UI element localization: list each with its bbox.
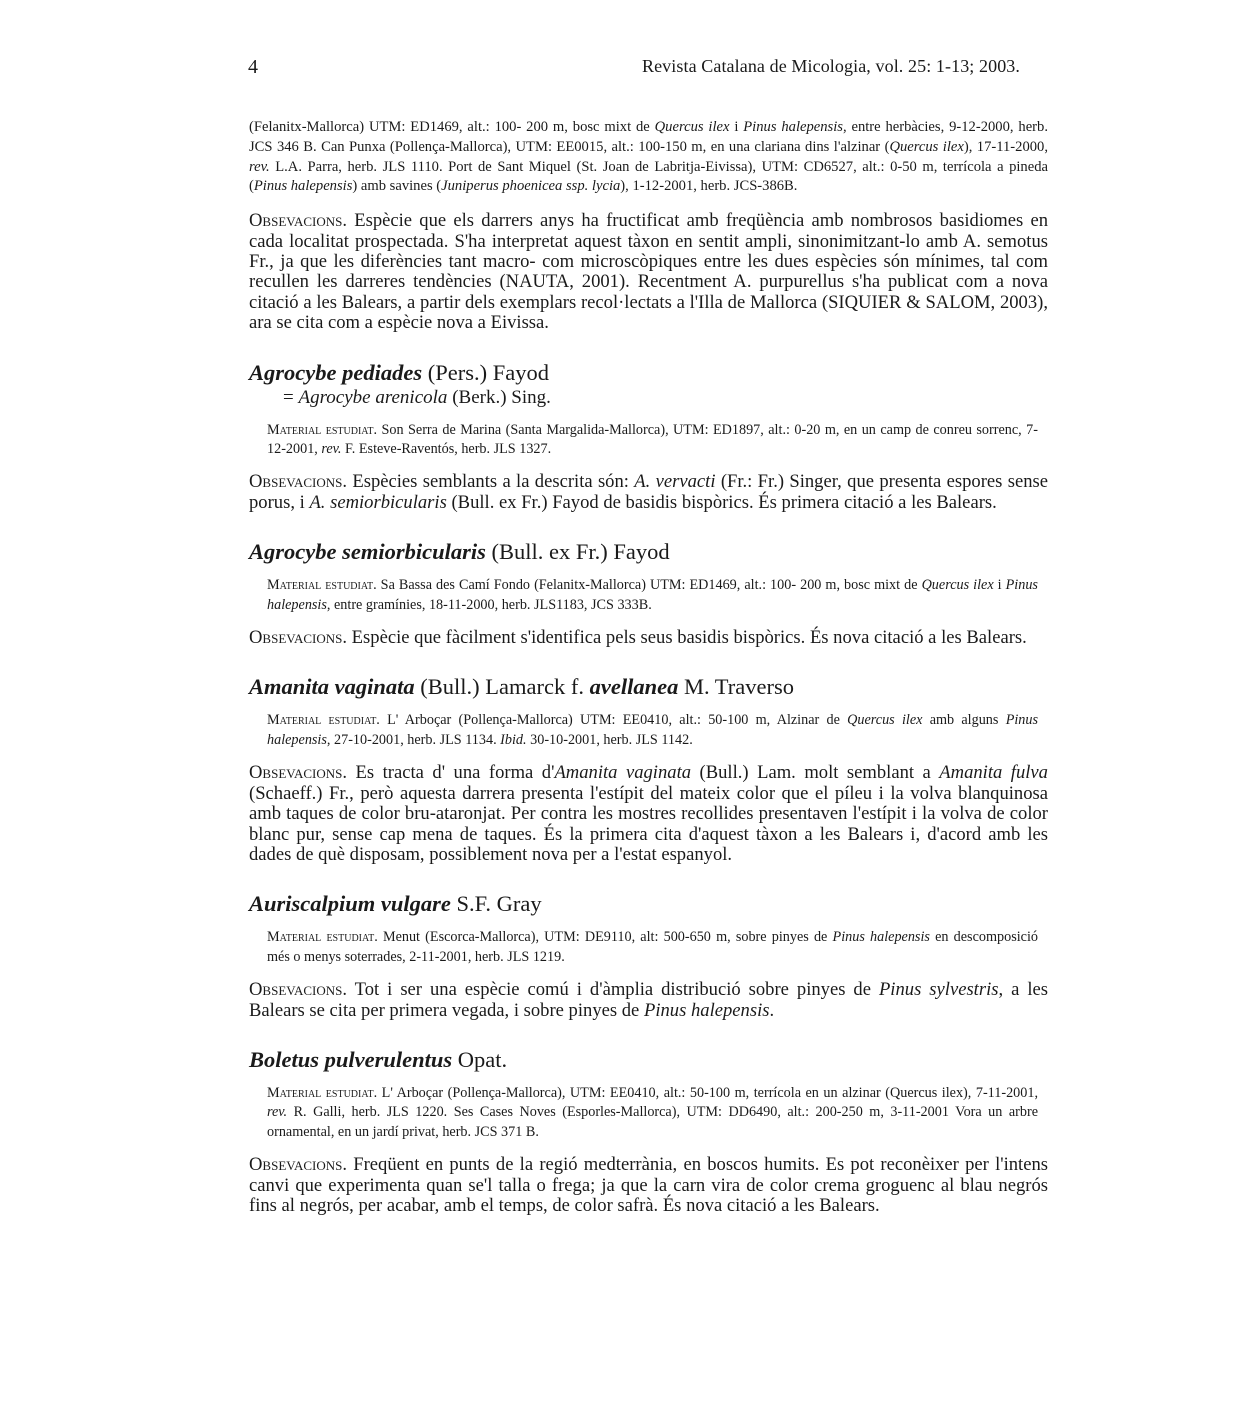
material-studied-2: Material estudiat. Sa Bassa des Camí Fondo (Felanitx-Mallorca) UTM: ED1469, alt.: 100- 200 m, bosc mixt de Quercus ilex i Pinus halepensis, entre gramínies, 18-11-2000, herb. JLS1183, JCS 333B.	[267, 577, 1038, 613]
intro-observations: Obsevacions. Espècie que els darrers anys ha fructificat amb freqüència amb nombrosos basidiomes en cada localitat prospectada. S'ha interpretat aquest tàxon en sentit ampli, sinonimitzant-lo amb A. semotus Fr., ja que les diferències tant macro- com microscòpiques entre les dues espècies són mínimes, tal com recullen les darreres tendències (NAUTA, 2001). Recentment A. purpurellus s'ha publicat com a nova citació a les Balears, a partir dels exemplars recol·lectats a l'Illa de Mallorca (SIQUIER & SALOM, 2003), ara se cita com a espècie nova a Eivissa.	[249, 210, 1048, 334]
observations-2: Obsevacions. Espècie que fàcilment s'identifica pels seus basidis bispòrics. És nova citació a les Balears.	[249, 627, 1027, 649]
taxon-heading-auriscalpium-vulgare: Auriscalpium vulgare S.F. Gray	[249, 891, 542, 917]
taxon-heading-agrocybe-pediades: Agrocybe pediades (Pers.) Fayod	[249, 359, 549, 385]
intro-material-text: (Felanitx-Mallorca) UTM: ED1469, alt.: 100- 200 m, bosc mixt de Quercus ilex i Pinus halepensis, entre herbàcies, 9-12-2000, herb. JCS 346 B. Can Punxa (Pollença-Mallorca), UTM: EE0015, alt.: 100-150 m, en una clariana dins l'alzinar (Quercus ilex), 17-11-2000, rev. L.A. Parra, herb. JLS 1110. Port de Sant Miquel (St. Joan de Labritja-Eivissa), UTM: CD6527, alt.: 0-50 m, terrícola a pineda (Pinus halepensis) amb savines (Juniperus phoenicea ssp. lycia), 1-12-2001, herb. JCS-386B.	[249, 119, 1048, 195]
material-studied-5: Material estudiat. L' Arboçar (Pollença-Mallorca), UTM: EE0410, alt.: 50-100 m, terrícola en un alzinar (Quercus ilex), 7-11-2001, rev. R. Galli, herb. JLS 1220. Ses Cases Noves (Esporles-Mallorca), UTM: DD6490, alt.: 200-250 m, 3-11-2001 Vora un arbre ornamental, en un jardí privat, herb. JCS 371 B.	[267, 1084, 1038, 1140]
taxon-heading-agrocybe-semiorbicularis: Agrocybe semiorbicularis (Bull. ex Fr.) Fayod	[249, 539, 670, 565]
observations-1: Obsevacions. Espècies semblants a la descrita són: A. vervacti (Fr.: Fr.) Singer, que presenta espores sense porus, i A. semiorbicularis (Bull. ex Fr.) Fayod de basidis bispòrics. És primera citació a les Balears.	[249, 471, 1048, 513]
page-number: 4	[248, 56, 258, 78]
taxon-heading-amanita-vaginata: Amanita vaginata (Bull.) Lamarck f. avellanea M. Traverso	[249, 674, 794, 700]
synonym-line: = Agrocybe arenicola (Berk.) Sing.	[283, 386, 551, 408]
page-content	[249, 118, 1048, 1216]
observations-3: Obsevacions. Es tracta d' una forma d'Amanita vaginata (Bull.) Lam. molt semblant a Amanita fulva (Schaeff.) Fr., però aquesta darrera presenta l'estípit del mateix color que el píleu i la volva blanquinosa amb taques de color bru-ataronjat. Per contra les mostres recollides presentaven l'estípit i la volva de color blanc pur, sense cap mena de taques. És la primera cita d'aquest tàxon a les Balears i, d'acord amb les dades de què disposam, possiblement nova per a l'estat espanyol.	[249, 762, 1048, 865]
material-studied-1: Material estudiat. Son Serra de Marina (Santa Margalida-Mallorca), UTM: ED1897, alt.: 0-20 m, en un camp de conreu sorrenc, 7-12-2001, rev. F. Esteve-Raventós, herb. JLS 1327.	[267, 421, 1038, 458]
material-studied-3: Material estudiat. L' Arboçar (Pollença-Mallorca) UTM: EE0410, alt.: 50-100 m, Alzinar de Quercus ilex amb alguns Pinus halepensis, 27-10-2001, herb. JLS 1134. Ibid. 30-10-2001, herb. JLS 1142.	[267, 712, 1039, 748]
obs-label: Obsevacions.	[249, 210, 348, 232]
observations-5: Obsevacions. Freqüent en punts de la regió medterrània, en boscos humits. Es pot reconèixer per l'intens canvi que experimenta quan se'l talla o frega; ja que la carn vira de color crema groguenc al blau negrós fins al negrós, per acabar, amb el temps, de color safrà. És nova citació a les Balears.	[249, 1154, 1048, 1216]
running-title: Revista Catalana de Micologia, vol. 25: 1-13; 2003.	[641, 56, 1020, 76]
taxon-heading-boletus-pulverulentus: Boletus pulverulentus Opat.	[249, 1046, 508, 1072]
material-studied-4: Material estudiat. Menut (Escorca-Mallorca), UTM: DE9110, alt: 500-650 m, sobre pinyes de Pinus halepensis en descomposició més o menys soterrades, 2-11-2001, herb. JLS 1219.	[267, 929, 1038, 965]
page-header	[248, 56, 1020, 80]
observations-4: Obsevacions. Tot i ser una espècie comú i d'àmplia distribució sobre pinyes de Pinus sylvestris, a les Balears se cita per primera vegada, i sobre pinyes de Pinus halepensis.	[249, 979, 1048, 1021]
